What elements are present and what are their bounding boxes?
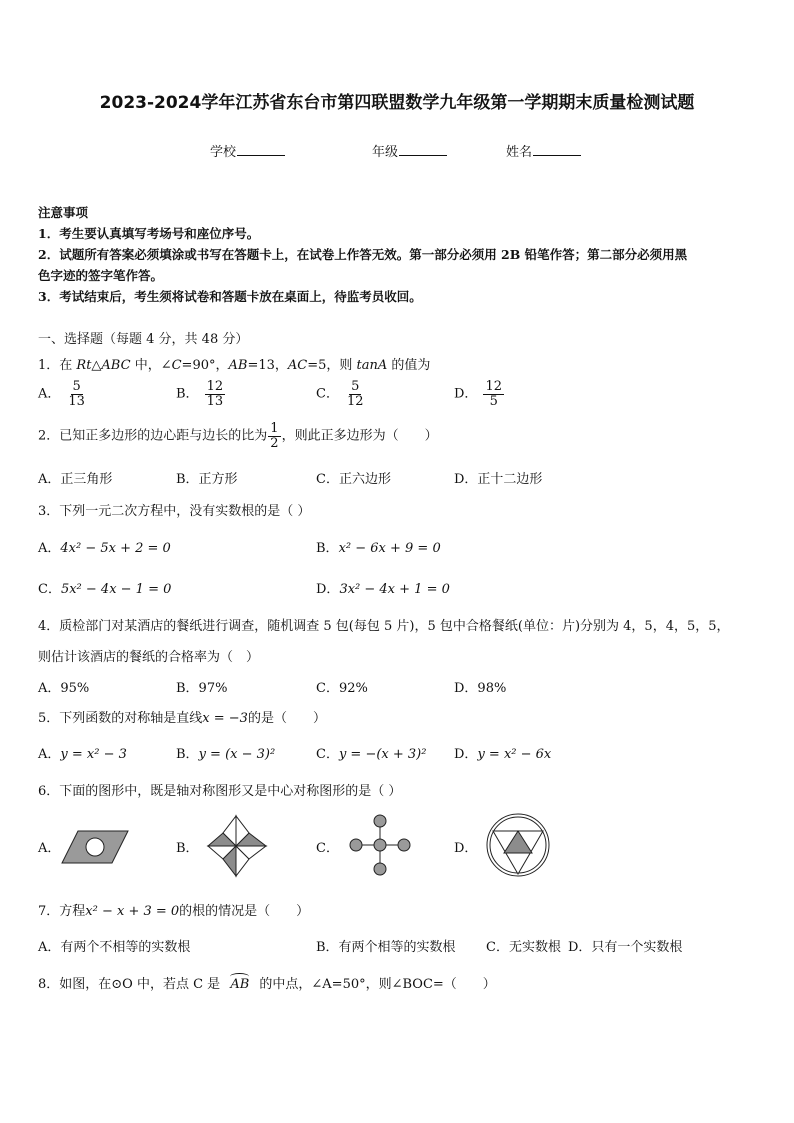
function: y = x² − 6x: [477, 747, 552, 762]
equation: 5x² − 4x − 1 = 0: [60, 582, 172, 597]
q4-option-d[interactable]: D．98%: [454, 681, 507, 696]
q1-text: 中，∠: [130, 358, 172, 373]
option-label: A．: [38, 747, 61, 762]
q3-option-d[interactable]: [316, 578, 450, 597]
page-title: 2023-2024学年江苏省东台市第四联盟数学九年级第一学期期末质量检测试题: [99, 93, 695, 113]
option-label: C．: [316, 386, 339, 402]
q1-tan: tanA: [356, 358, 388, 373]
q7-option-a[interactable]: A．有两个不相等的实数根: [38, 940, 191, 955]
arc-mark-icon: [230, 973, 249, 980]
notes-heading: 注意事项: [38, 205, 89, 220]
name-label: 姓名: [506, 145, 533, 160]
q5-condition: x = −3: [202, 711, 248, 726]
q7-text: 7．方程: [38, 904, 86, 919]
q8-text: 的中点，∠A=50°，则∠BOC=（ ）: [259, 977, 496, 992]
question-4-line-2: 则估计该酒店的餐纸的合格率为（ ）: [38, 650, 260, 665]
pinwheel-figure[interactable]: [203, 813, 269, 879]
school-field[interactable]: [210, 141, 285, 160]
q2-option-b[interactable]: B．正方形: [176, 472, 238, 487]
q4-option-b[interactable]: B．97%: [176, 681, 228, 696]
school-blank[interactable]: [237, 143, 285, 156]
cross-of-circles-figure[interactable]: [346, 814, 414, 876]
q3-option-c[interactable]: [38, 578, 171, 597]
q7-option-b[interactable]: B．有两个相等的实数根: [316, 940, 456, 955]
option-label: B．: [176, 386, 199, 402]
q6-option-c-label[interactable]: C．: [316, 841, 339, 856]
equation: 3x² − 4x + 1 = 0: [339, 582, 450, 597]
q1-option-b[interactable]: [176, 380, 225, 408]
q1-option-c[interactable]: [316, 380, 366, 408]
q1-text: =90°，: [181, 358, 229, 373]
denominator: 13: [68, 393, 85, 409]
q6-option-b-label[interactable]: B．: [176, 841, 199, 856]
q1-text: 1．在: [38, 358, 77, 373]
q2-option-c[interactable]: C．正六边形: [316, 472, 391, 487]
q5-option-c[interactable]: [316, 743, 426, 762]
numerator: 12: [485, 379, 502, 394]
q1-text: =5，则: [307, 358, 357, 373]
note-item-2: 2．试题所有答案必须填涂或书写在答题卡上，在试卷上作答无效。第一部分必须用 2B 铅笔作答；第二部分必须用黑: [38, 247, 688, 262]
q2-text: 2．已知正多边形的边心距与边长的比为: [38, 428, 268, 444]
section-heading: 一、选择题（每题 4 分，共 48 分）: [38, 332, 249, 347]
option-label: A．: [38, 386, 61, 402]
option-label: D．: [454, 386, 478, 402]
q1-angle-c: C: [171, 358, 182, 373]
question-1-stem: [38, 354, 430, 373]
question-8-stem: [38, 973, 496, 992]
function: y = x² − 3: [60, 747, 127, 762]
option-label: C．: [316, 747, 339, 762]
numerator: 5: [351, 379, 360, 394]
parallelogram-with-circle-figure[interactable]: [62, 829, 130, 865]
fraction: [205, 380, 226, 408]
q1-rt: Rt: [76, 358, 92, 373]
function: y = −(x + 3)²: [338, 747, 427, 762]
numerator: 1: [270, 421, 279, 436]
q5-option-d[interactable]: [454, 743, 551, 762]
note-item-2-cont: 色字迹的签字笔作答。: [38, 268, 164, 283]
q3-option-a[interactable]: [38, 537, 171, 556]
grade-field[interactable]: [372, 141, 447, 160]
q2-text: ，则此正多边形为（ ）: [281, 428, 438, 444]
q1-option-a[interactable]: [38, 380, 87, 408]
q1-option-d[interactable]: [454, 380, 504, 408]
q8-arc-label: AB: [230, 977, 250, 992]
q4-option-c[interactable]: C．92%: [316, 681, 368, 696]
question-3-stem: 3．下列一元二次方程中，没有实数根的是（ ）: [38, 504, 311, 519]
option-label: A．: [38, 541, 61, 556]
option-label: B．: [176, 747, 199, 762]
q7-option-d[interactable]: D．只有一个实数根: [568, 940, 683, 955]
option-label: C．: [38, 582, 61, 597]
q1-triangle: △ABC: [91, 358, 131, 373]
q5-option-b[interactable]: [176, 743, 275, 762]
q2-option-d[interactable]: D．正十二边形: [454, 472, 543, 487]
name-blank[interactable]: [533, 143, 581, 156]
equation: x² − 6x + 9 = 0: [338, 541, 441, 556]
grade-label: 年级: [372, 145, 399, 160]
fraction: [268, 422, 280, 450]
q6-option-d-label[interactable]: D．: [454, 841, 478, 856]
q4-option-a[interactable]: A．95%: [38, 681, 90, 696]
question-6-stem: 6．下面的图形中，既是轴对称图形又是中心对称图形的是（ ）: [38, 784, 402, 799]
note-item-1: 1．考生要认真填写考场号和座位序号。: [38, 226, 260, 241]
numerator: 5: [72, 379, 81, 394]
q5-option-a[interactable]: [38, 743, 127, 762]
option-label: B．: [316, 541, 339, 556]
q1-text: 的值为: [387, 358, 431, 373]
question-2-stem: [38, 422, 438, 450]
denominator: 12: [346, 393, 364, 409]
name-field[interactable]: [506, 141, 581, 160]
denominator: 2: [270, 435, 279, 451]
circle-with-triangles-figure[interactable]: [484, 812, 552, 878]
fraction: [66, 380, 87, 408]
function: y = (x − 3)²: [198, 747, 276, 762]
denominator: 13: [206, 393, 224, 409]
question-7-stem: [38, 900, 309, 919]
numerator: 12: [206, 379, 224, 394]
q1-ac: AC: [287, 358, 308, 373]
equation: 4x² − 5x + 2 = 0: [60, 541, 171, 556]
q7-equation: x² − x + 3 = 0: [85, 904, 180, 919]
school-label: 学校: [210, 145, 237, 160]
note-item-3: 3．考试结束后，考生须将试卷和答题卡放在桌面上，待监考员收回。: [38, 289, 422, 304]
fraction: [345, 380, 366, 408]
question-5-stem: [38, 707, 326, 726]
denominator: 5: [489, 393, 498, 409]
q5-text: 的是（ ）: [247, 711, 326, 726]
q1-text: =13，: [247, 358, 288, 373]
q8-text: 8．如图，在⊙O 中，若点 C 是: [38, 977, 221, 992]
option-label: D．: [454, 747, 478, 762]
q3-option-b[interactable]: [316, 537, 441, 556]
q7-option-c[interactable]: C．无实数根: [486, 940, 561, 955]
q7-text: 的根的情况是（ ）: [179, 904, 310, 919]
q2-option-a[interactable]: A．正三角形: [38, 472, 113, 487]
fraction: [483, 380, 504, 408]
q8-arc: [230, 977, 249, 992]
q5-text: 5．下列函数的对称轴是直线: [38, 711, 203, 726]
option-label: D．: [316, 582, 340, 597]
question-4-line-1: 4．质检部门对某酒店的餐纸进行调查，随机调查 5 包(每包 5 片)，5 包中合格餐纸(单位：片)分别为 4，5，4，5，5，: [38, 619, 730, 634]
q6-option-a-label[interactable]: A．: [38, 841, 61, 856]
grade-blank[interactable]: [399, 143, 447, 156]
q1-ab: AB: [228, 358, 248, 373]
